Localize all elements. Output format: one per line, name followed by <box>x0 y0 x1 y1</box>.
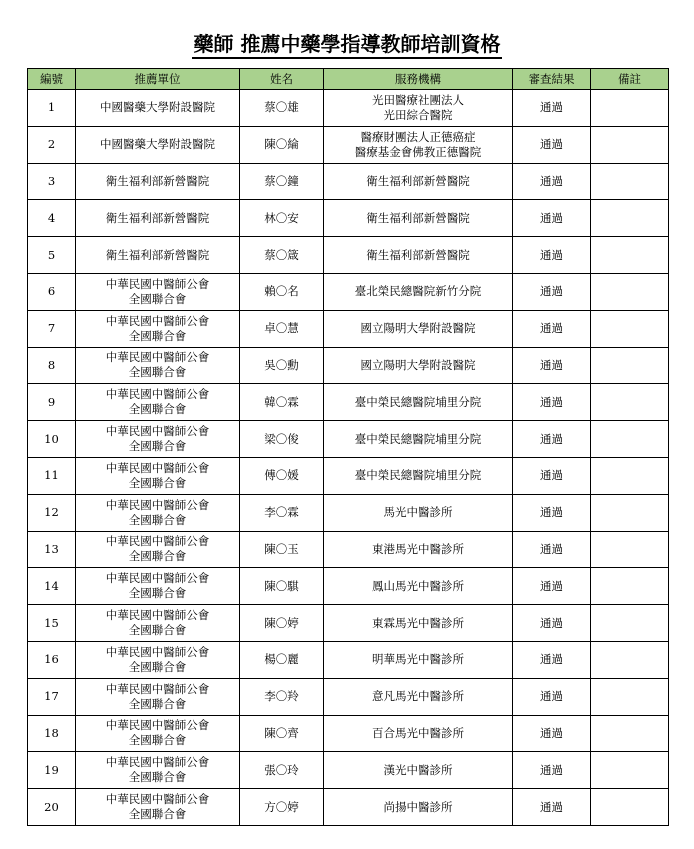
cell-service-organization <box>324 310 513 347</box>
table-row <box>28 752 669 789</box>
cell-service-organization-line: 國立陽明大學附設醫院 <box>360 321 476 336</box>
cell-review-result: 通過 <box>513 384 591 421</box>
cell-number: 10 <box>28 421 76 458</box>
table-body <box>28 90 669 826</box>
cell-name: 卓〇慧 <box>240 310 324 347</box>
cell-review-result: 通過 <box>513 531 591 568</box>
column-header-service-organization: 服務機構 <box>324 69 513 90</box>
cell-name: 蔡〇雄 <box>240 90 324 127</box>
cell-recommending-unit-line: 中華民國中醫師公會 <box>105 644 210 659</box>
document-title <box>0 30 694 58</box>
cell-review-result: 通過 <box>513 237 591 274</box>
cell-remarks <box>591 310 669 347</box>
cell-service-organization <box>324 163 513 200</box>
cell-review-result: 通過 <box>513 641 591 678</box>
cell-service-organization-line: 東霖馬光中醫診所 <box>372 615 464 630</box>
cell-name: 蔡〇鐘 <box>240 163 324 200</box>
cell-service-organization <box>324 347 513 384</box>
cell-number: 3 <box>28 163 76 200</box>
table-header-row <box>28 69 669 90</box>
cell-recommending-unit-line: 中華民國中醫師公會 <box>105 460 210 475</box>
cell-recommending-unit <box>76 163 240 200</box>
cell-number: 5 <box>28 237 76 274</box>
cell-review-result: 通過 <box>513 715 591 752</box>
cell-recommending-unit-line: 中華民國中醫師公會 <box>105 681 210 696</box>
cell-recommending-unit <box>76 715 240 752</box>
cell-number: 4 <box>28 200 76 237</box>
cell-recommending-unit-line: 中華民國中醫師公會 <box>105 534 210 549</box>
cell-service-organization-line: 光田醫療社團法人 <box>372 92 464 107</box>
cell-remarks <box>591 237 669 274</box>
cell-review-result: 通過 <box>513 90 591 127</box>
cell-recommending-unit-line: 中國醫藥大學附設醫院 <box>100 100 215 115</box>
cell-service-organization <box>324 384 513 421</box>
cell-number: 9 <box>28 384 76 421</box>
cell-recommending-unit-line: 衛生福利部新營醫院 <box>105 247 210 262</box>
cell-name: 方〇婷 <box>240 789 324 826</box>
cell-remarks <box>591 715 669 752</box>
cell-service-organization <box>324 90 513 127</box>
cell-number: 6 <box>28 273 76 310</box>
table-row <box>28 531 669 568</box>
cell-name: 梁〇俊 <box>240 421 324 458</box>
cell-name: 韓〇霖 <box>240 384 324 421</box>
cell-service-organization <box>324 421 513 458</box>
cell-service-organization-line: 光田綜合醫院 <box>383 107 453 122</box>
cell-review-result: 通過 <box>513 568 591 605</box>
cell-recommending-unit-line: 全國聯合會 <box>128 328 187 343</box>
cell-number: 12 <box>28 494 76 531</box>
table-row <box>28 605 669 642</box>
cell-recommending-unit-line: 中華民國中醫師公會 <box>105 755 210 770</box>
cell-recommending-unit-line: 中華民國中醫師公會 <box>105 350 210 365</box>
cell-number: 17 <box>28 678 76 715</box>
cell-recommending-unit-line: 全國聯合會 <box>128 365 187 380</box>
cell-name: 賴〇名 <box>240 273 324 310</box>
cell-review-result: 通過 <box>513 273 591 310</box>
cell-service-organization <box>324 752 513 789</box>
cell-service-organization <box>324 715 513 752</box>
cell-service-organization <box>324 200 513 237</box>
cell-remarks <box>591 347 669 384</box>
cell-recommending-unit <box>76 273 240 310</box>
cell-remarks <box>591 494 669 531</box>
cell-service-organization-line: 國立陽明大學附設醫院 <box>360 357 476 372</box>
cell-remarks <box>591 200 669 237</box>
cell-recommending-unit <box>76 605 240 642</box>
cell-remarks <box>591 384 669 421</box>
cell-review-result: 通過 <box>513 310 591 347</box>
cell-review-result: 通過 <box>513 126 591 163</box>
table-row <box>28 568 669 605</box>
cell-number: 1 <box>28 90 76 127</box>
table-row <box>28 347 669 384</box>
cell-number: 14 <box>28 568 76 605</box>
cell-recommending-unit-line: 全國聯合會 <box>128 623 187 638</box>
cell-service-organization-line: 百合馬光中醫診所 <box>372 725 464 740</box>
cell-recommending-unit <box>76 457 240 494</box>
cell-recommending-unit-line: 中華民國中醫師公會 <box>105 497 210 512</box>
cell-service-organization <box>324 457 513 494</box>
cell-recommending-unit-line: 全國聯合會 <box>128 291 187 306</box>
cell-number: 15 <box>28 605 76 642</box>
table-row <box>28 641 669 678</box>
cell-review-result: 通過 <box>513 457 591 494</box>
cell-review-result: 通過 <box>513 347 591 384</box>
table-row <box>28 384 669 421</box>
cell-number: 13 <box>28 531 76 568</box>
cell-number: 2 <box>28 126 76 163</box>
cell-recommending-unit-line: 全國聯合會 <box>128 807 187 822</box>
cell-remarks <box>591 605 669 642</box>
cell-recommending-unit <box>76 421 240 458</box>
cell-service-organization <box>324 273 513 310</box>
cell-service-organization-line: 衛生福利部新營醫院 <box>366 247 470 262</box>
cell-service-organization-line: 臺中榮民總醫院埔里分院 <box>354 394 482 409</box>
cell-recommending-unit-line: 全國聯合會 <box>128 733 187 748</box>
cell-name: 林〇安 <box>240 200 324 237</box>
cell-recommending-unit-line: 全國聯合會 <box>128 659 187 674</box>
cell-recommending-unit-line: 全國聯合會 <box>128 439 187 454</box>
cell-number: 11 <box>28 457 76 494</box>
cell-name: 陳〇綸 <box>240 126 324 163</box>
cell-service-organization <box>324 568 513 605</box>
cell-recommending-unit-line: 全國聯合會 <box>128 696 187 711</box>
cell-service-organization <box>324 678 513 715</box>
cell-service-organization-line: 臺北榮民總醫院新竹分院 <box>354 284 482 299</box>
cell-recommending-unit <box>76 126 240 163</box>
column-header-remarks: 備註 <box>591 69 669 90</box>
cell-recommending-unit-line: 中華民國中醫師公會 <box>105 608 210 623</box>
cell-service-organization-line: 東港馬光中醫診所 <box>372 541 464 556</box>
cell-recommending-unit-line: 衛生福利部新營醫院 <box>105 173 210 188</box>
table-row <box>28 494 669 531</box>
cell-recommending-unit-line: 全國聯合會 <box>128 770 187 785</box>
cell-recommending-unit <box>76 310 240 347</box>
cell-service-organization-line: 臺中榮民總醫院埔里分院 <box>354 468 482 483</box>
qualification-table <box>27 68 669 826</box>
cell-review-result: 通過 <box>513 163 591 200</box>
cell-recommending-unit <box>76 568 240 605</box>
cell-remarks <box>591 789 669 826</box>
cell-service-organization <box>324 605 513 642</box>
table-row <box>28 237 669 274</box>
cell-number: 20 <box>28 789 76 826</box>
cell-recommending-unit <box>76 384 240 421</box>
cell-remarks <box>591 641 669 678</box>
table-row <box>28 457 669 494</box>
cell-recommending-unit <box>76 200 240 237</box>
cell-number: 7 <box>28 310 76 347</box>
cell-service-organization-line: 馬光中醫診所 <box>383 505 453 520</box>
table-row <box>28 678 669 715</box>
cell-recommending-unit-line: 中華民國中醫師公會 <box>105 718 210 733</box>
cell-remarks <box>591 90 669 127</box>
cell-remarks <box>591 457 669 494</box>
cell-recommending-unit <box>76 90 240 127</box>
cell-name: 吳〇勳 <box>240 347 324 384</box>
cell-recommending-unit <box>76 678 240 715</box>
cell-recommending-unit-line: 全國聯合會 <box>128 402 187 417</box>
table-row <box>28 126 669 163</box>
cell-recommending-unit <box>76 347 240 384</box>
cell-recommending-unit-line: 中華民國中醫師公會 <box>105 276 210 291</box>
table-row <box>28 90 669 127</box>
cell-name: 楊〇麗 <box>240 641 324 678</box>
cell-recommending-unit-line: 全國聯合會 <box>128 586 187 601</box>
cell-recommending-unit-line: 中華民國中醫師公會 <box>105 571 210 586</box>
cell-number: 8 <box>28 347 76 384</box>
cell-recommending-unit <box>76 237 240 274</box>
cell-remarks <box>591 273 669 310</box>
cell-name: 陳〇玉 <box>240 531 324 568</box>
column-header-number: 編號 <box>28 69 76 90</box>
cell-name: 傅〇媛 <box>240 457 324 494</box>
cell-remarks <box>591 678 669 715</box>
cell-review-result: 通過 <box>513 789 591 826</box>
cell-number: 16 <box>28 641 76 678</box>
cell-recommending-unit <box>76 494 240 531</box>
cell-service-organization-line: 明華馬光中醫診所 <box>372 652 464 667</box>
table-row <box>28 310 669 347</box>
table-row <box>28 789 669 826</box>
document-title-text: 藥師 推薦中藥學指導教師培訓資格 <box>192 32 503 59</box>
cell-remarks <box>591 421 669 458</box>
cell-service-organization <box>324 126 513 163</box>
cell-remarks <box>591 163 669 200</box>
table-row <box>28 715 669 752</box>
cell-service-organization-line: 醫療財團法人正德癌症 <box>360 129 476 144</box>
cell-recommending-unit-line: 衛生福利部新營醫院 <box>105 210 210 225</box>
cell-service-organization-line: 衛生福利部新營醫院 <box>366 210 470 225</box>
cell-recommending-unit <box>76 531 240 568</box>
cell-recommending-unit-line: 中華民國中醫師公會 <box>105 424 210 439</box>
cell-service-organization-line: 臺中榮民總醫院埔里分院 <box>354 431 482 446</box>
cell-recommending-unit-line: 全國聯合會 <box>128 475 187 490</box>
cell-review-result: 通過 <box>513 494 591 531</box>
table-row <box>28 200 669 237</box>
cell-service-organization <box>324 789 513 826</box>
cell-remarks <box>591 531 669 568</box>
table-row <box>28 421 669 458</box>
column-header-recommending-unit: 推薦單位 <box>76 69 240 90</box>
column-header-review-result: 審查結果 <box>513 69 591 90</box>
cell-review-result: 通過 <box>513 678 591 715</box>
cell-name: 陳〇婷 <box>240 605 324 642</box>
table-row <box>28 273 669 310</box>
cell-recommending-unit <box>76 641 240 678</box>
cell-remarks <box>591 126 669 163</box>
cell-recommending-unit-line: 中華民國中醫師公會 <box>105 792 210 807</box>
cell-name: 張〇玲 <box>240 752 324 789</box>
cell-service-organization-line: 衛生福利部新營醫院 <box>366 173 470 188</box>
cell-name: 蔡〇箴 <box>240 237 324 274</box>
cell-service-organization-line: 尚揚中醫診所 <box>383 799 453 814</box>
cell-review-result: 通過 <box>513 200 591 237</box>
cell-recommending-unit-line: 中華民國中醫師公會 <box>105 313 210 328</box>
cell-review-result: 通過 <box>513 752 591 789</box>
cell-number: 18 <box>28 715 76 752</box>
cell-recommending-unit-line: 全國聯合會 <box>128 549 187 564</box>
cell-service-organization-line: 醫療基金會佛教正德醫院 <box>354 144 482 159</box>
cell-name: 李〇霖 <box>240 494 324 531</box>
cell-service-organization-line: 漢光中醫診所 <box>383 762 453 777</box>
cell-service-organization-line: 鳳山馬光中醫診所 <box>372 578 464 593</box>
cell-recommending-unit <box>76 752 240 789</box>
cell-name: 李〇羚 <box>240 678 324 715</box>
cell-number: 19 <box>28 752 76 789</box>
cell-remarks <box>591 752 669 789</box>
cell-recommending-unit-line: 中國醫藥大學附設醫院 <box>100 137 215 152</box>
cell-recommending-unit-line: 中華民國中醫師公會 <box>105 387 210 402</box>
table-row <box>28 163 669 200</box>
cell-service-organization <box>324 237 513 274</box>
cell-service-organization-line: 意凡馬光中醫診所 <box>372 689 464 704</box>
cell-recommending-unit-line: 全國聯合會 <box>128 512 187 527</box>
cell-review-result: 通過 <box>513 605 591 642</box>
cell-review-result: 通過 <box>513 421 591 458</box>
cell-name: 陳〇齊 <box>240 715 324 752</box>
cell-remarks <box>591 568 669 605</box>
column-header-name: 姓名 <box>240 69 324 90</box>
cell-name: 陳〇騏 <box>240 568 324 605</box>
cell-service-organization <box>324 494 513 531</box>
cell-service-organization <box>324 531 513 568</box>
cell-service-organization <box>324 641 513 678</box>
cell-recommending-unit <box>76 789 240 826</box>
